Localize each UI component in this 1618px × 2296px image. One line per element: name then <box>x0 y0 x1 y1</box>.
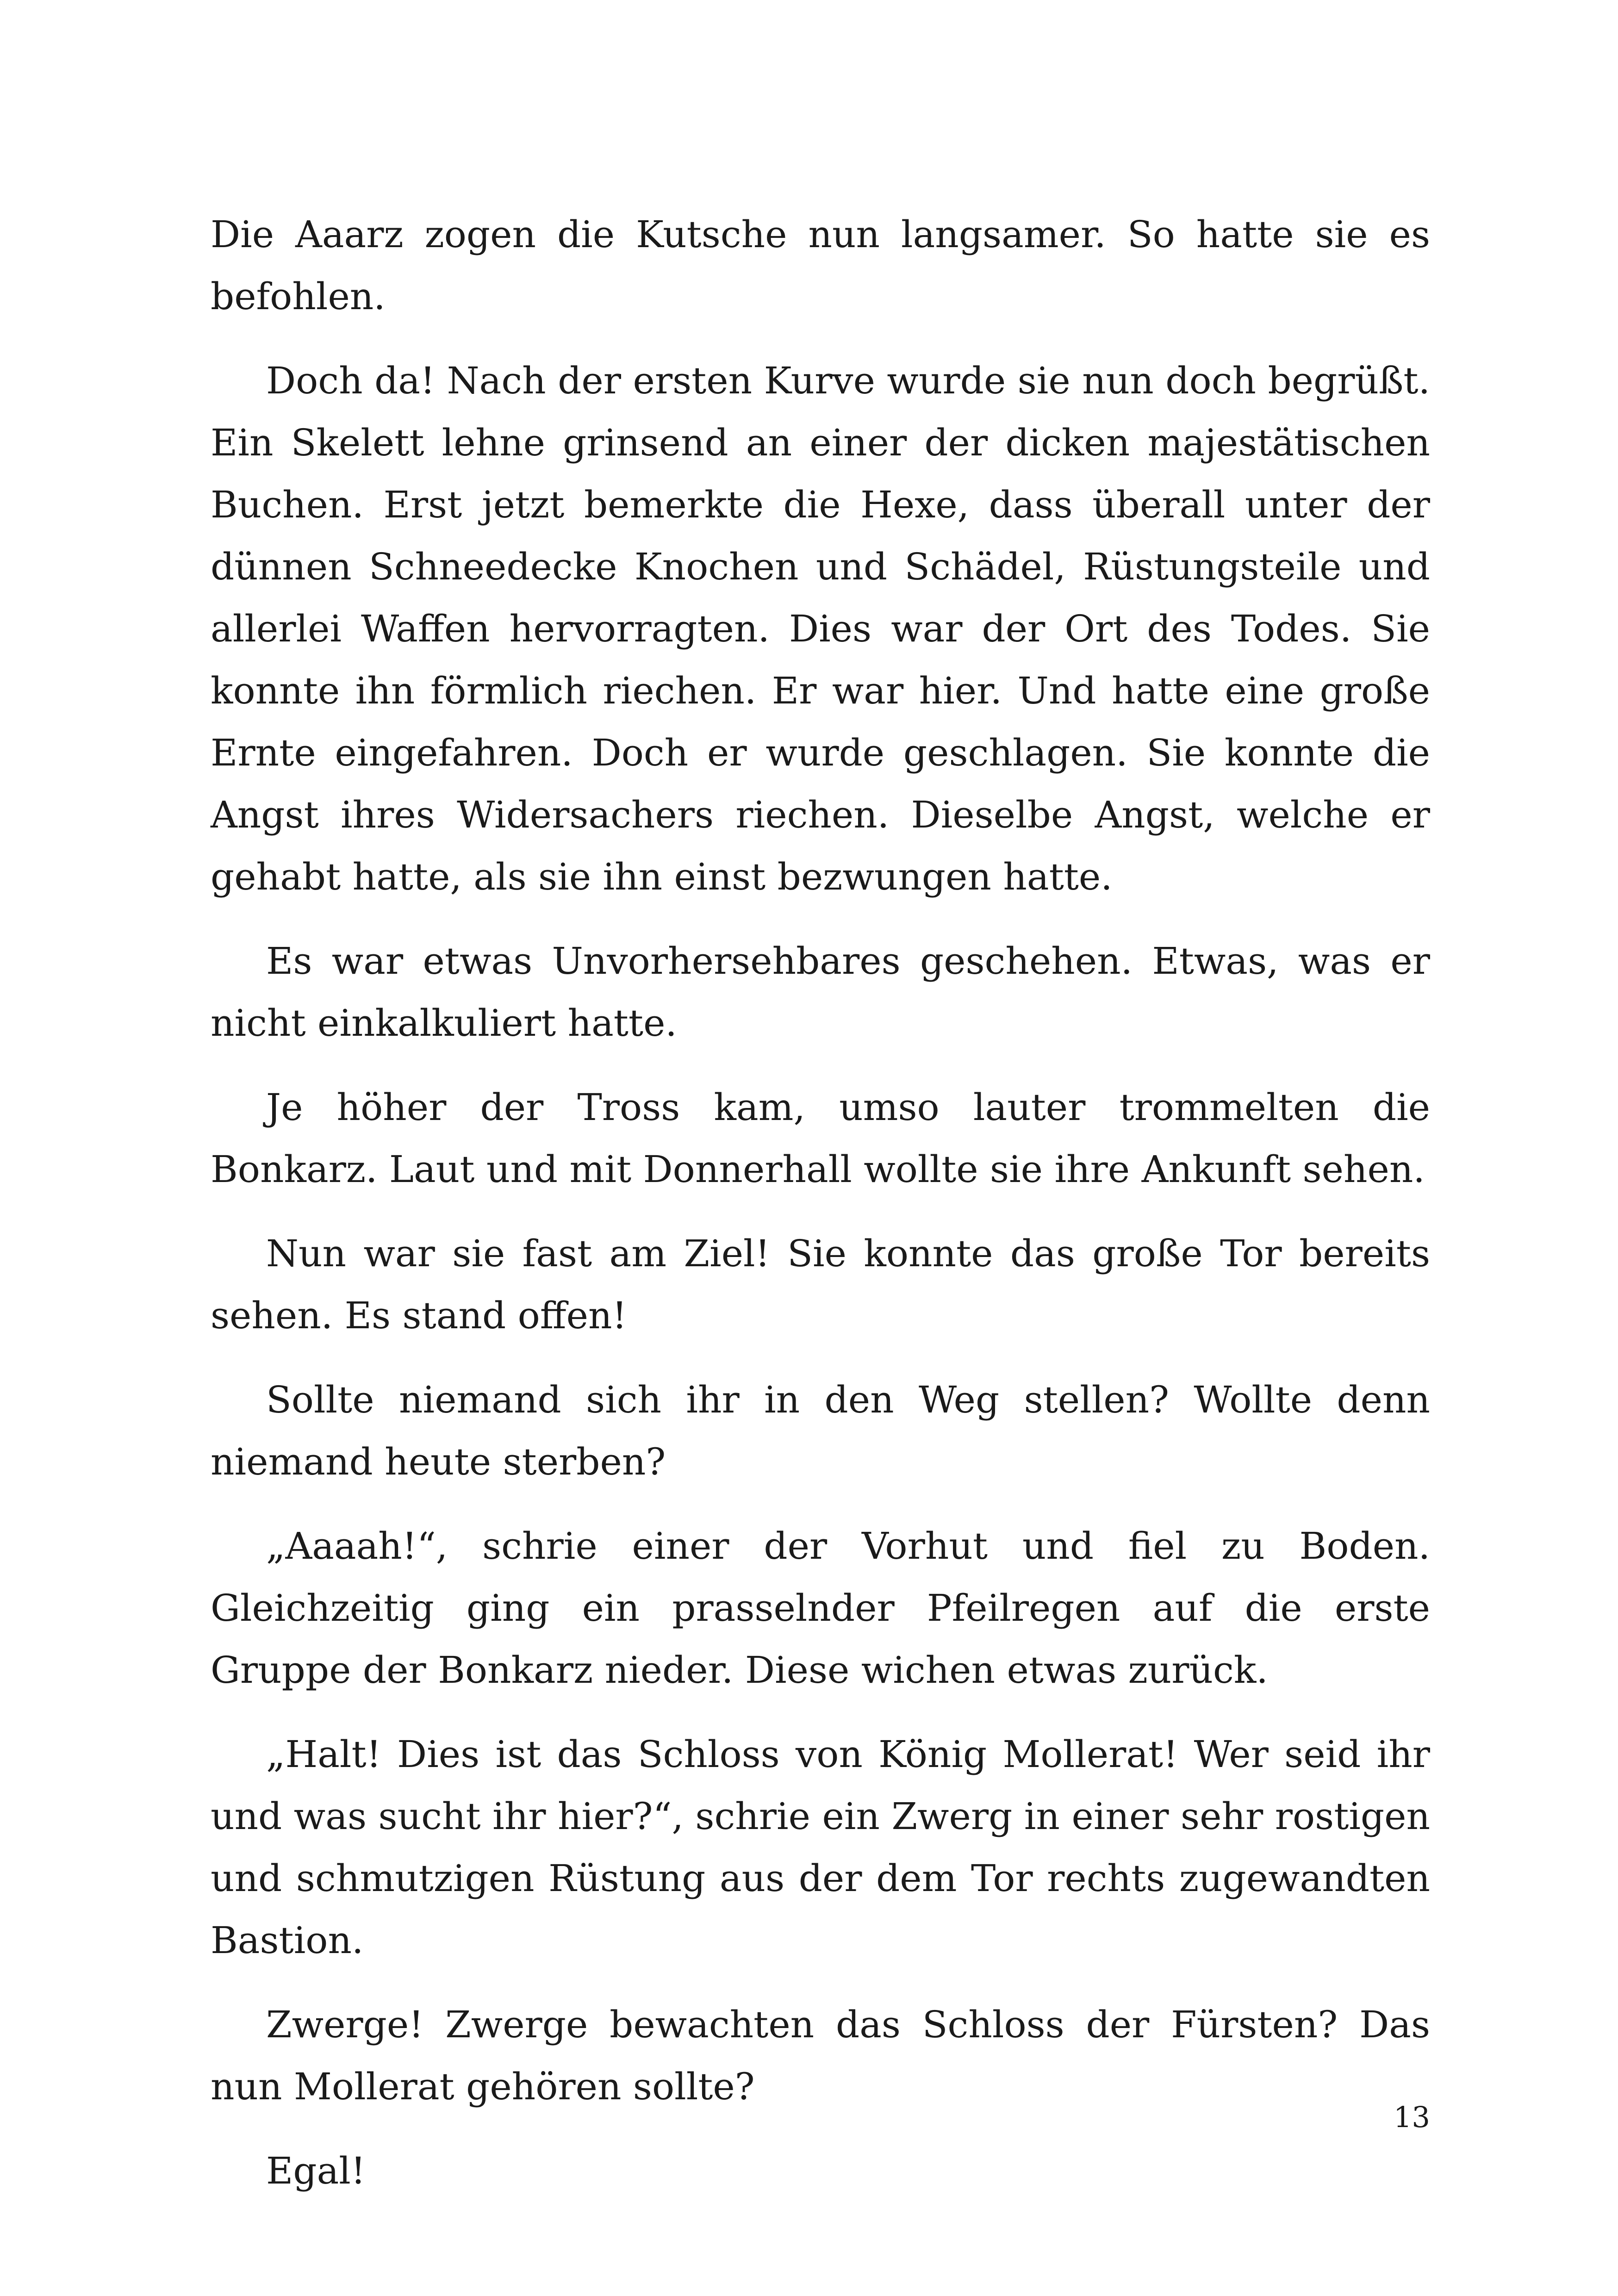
paragraph-5: Nun war sie fast am Ziel! Sie konnte das große Tor bereits sehen. Es stand offen! <box>211 1232 1430 1337</box>
paragraph-9: Zwerge! Zwerge bewachten das Schloss der Fürsten? Das nun Mollerat gehören sollte? <box>211 2003 1430 2108</box>
paragraph-10: Egal! <box>266 2149 366 2192</box>
paragraph-4: Je höher der Tross kam, umso lauter trommelten die Bonkarz. Laut und mit Donnerhall wollte sie ihre Ankunft sehen. <box>211 1086 1430 1191</box>
paragraph-2: Doch da! Nach der ersten Kurve wurde sie nun doch begrüßt. Ein Skelett lehne grinsend an einer der dicken majestätischen Buchen. Erst jetzt bemerkte die Hexe, dass überall unter der dünnen Schneedecke Knochen und Schädel, Rüstungsteile und allerlei Waffen hervorragten. Dies war der Ort des Todes. Sie konnte ihn förmlich riechen. Er war hier. Und hatte eine große Ernte eingefahren. Doch er wurde geschlagen. Sie konnte die Angst ihres Widersachers riechen. Dieselbe Angst, welche er gehabt hatte, als sie ihn einst bezwungen hatte. <box>211 359 1430 898</box>
paragraph-3: Es war etwas Unvorhersehbares geschehen. Etwas, was er nicht einkalkuliert hatte. <box>211 940 1430 1045</box>
paragraph-1: Die Aaarz zogen die Kutsche nun langsamer. So hatte sie es befohlen. <box>211 213 1430 318</box>
page-number: 13 <box>1394 2100 1430 2134</box>
body-text <box>211 204 1430 2224</box>
paragraph-8: „Halt! Dies ist das Schloss von König Mollerat! Wer seid ihr und was sucht ihr hier?“, schrie ein Zwerg in einer sehr rostigen und schmutzigen Rüstung aus der dem Tor rechts zugewandten Bastion. <box>211 1733 1430 1962</box>
paragraph-6: Sollte niemand sich ihr in den Weg stellen? Wollte denn niemand heute sterben? <box>211 1378 1430 1483</box>
paragraph-7: „Aaaah!“, schrie einer der Vorhut und fiel zu Boden. Gleichzeitig ging ein prasselnder Pfeilregen auf die erste Gruppe der Bonkarz nieder. Diese wichen etwas zurück. <box>211 1524 1430 1692</box>
